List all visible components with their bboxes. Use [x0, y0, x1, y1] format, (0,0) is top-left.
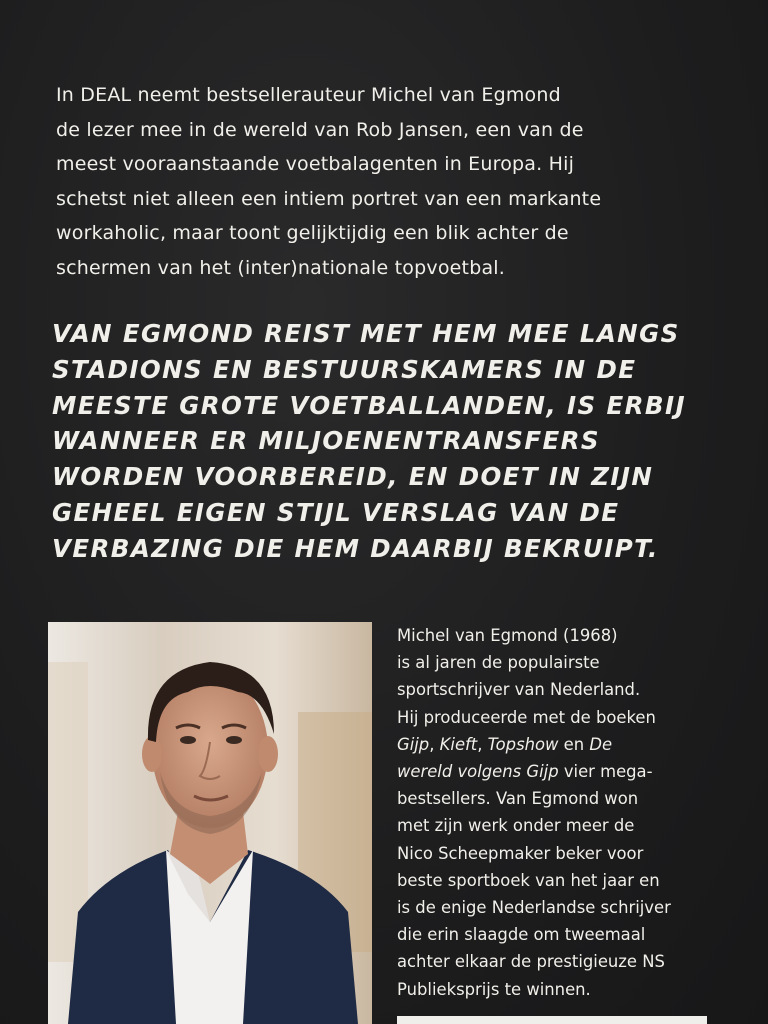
- bio-text: vier mega-: [558, 762, 653, 782]
- pull-quote: VAN EGMOND REIST MET HEM MEE LANGS STADIONS EN BESTUURSKAMERS IN DE MEESTE GROTE VOETBALLANDEN, IS ERBIJ WANNEER ER MILJOENENTRANSFERS WORDEN VOORBEREID, EN DOET IN ZIJN GEHEEL EIGEN STIJL VERSLAG VAN DE VERBAZING DIE HEM DAARBIJ BEKRUIPT.: [52, 319, 686, 563]
- separator: ,: [429, 734, 440, 754]
- bio-line: sportschrijver van Nederland.: [397, 680, 641, 700]
- bio-line-books: [397, 731, 757, 758]
- bio-line: achter elkaar de prestigieuze NS: [397, 952, 665, 972]
- bottom-white-strip: [397, 1016, 707, 1024]
- conjunction: en: [558, 734, 590, 754]
- bio-line: met zijn werk onder meer de: [397, 816, 635, 836]
- book-title-de-wereld-part2: wereld volgens Gijp: [397, 762, 559, 782]
- bio-line-books-cont: [397, 758, 757, 785]
- book-title-kieft: Kieft: [439, 734, 478, 754]
- bio-line: Nico Scheepmaker beker voor: [397, 843, 644, 863]
- bio-line: Publieksprijs te winnen.: [397, 979, 591, 999]
- author-portrait-illustration: [48, 622, 372, 1024]
- author-photo: [48, 622, 372, 1024]
- book-title-de-wereld-part1: De: [589, 734, 613, 754]
- separator: ,: [477, 734, 488, 754]
- bio-line: Hij produceerde met de boeken: [397, 707, 656, 727]
- book-title-topshow: Topshow: [487, 734, 559, 754]
- intro-paragraph: In DEAL neemt bestsellerauteur Michel van Egmond de lezer mee in de wereld van Rob Jansen, een van de meest vooraanstaande voetbalagenten in Europa. Hij schetst niet alleen een intiem portret van een markante workaholic, maar toont gelijktijdig een blik achter de schermen van het (inter)nationale topvoetbal.: [56, 84, 602, 279]
- author-bio: [397, 622, 757, 1003]
- bio-line: die erin slaagde om tweemaal: [397, 925, 646, 945]
- bio-line: is al jaren de populairste: [397, 653, 600, 673]
- bio-line: bestsellers. Van Egmond won: [397, 789, 639, 809]
- book-title-gijp: Gijp: [397, 734, 430, 754]
- bio-line: beste sportboek van het jaar en: [397, 870, 660, 890]
- bio-line: is de enige Nederlandse schrijver: [397, 898, 671, 918]
- bio-line: Michel van Egmond (1968): [397, 626, 618, 645]
